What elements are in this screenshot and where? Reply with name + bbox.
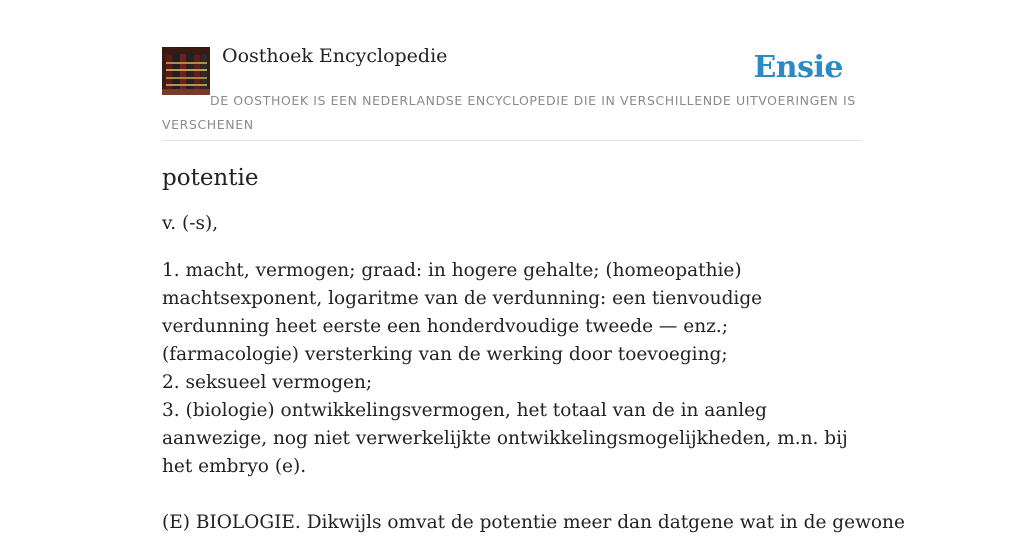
page (162, 0, 905, 533)
entry-grammar: v. (-s), (162, 213, 219, 234)
entry-content (162, 160, 905, 537)
encyclopedia-books-icon (162, 47, 210, 95)
definition-item: 1. macht, vermogen; graad: in hogere gehalte; (homeopathie) machtsexponent, logaritme van de verdunning: een tienvoudige verdunning heet eerste een honderdvoudige tweede — enz.; (farmacologie) versterking van de werking door toevoeging; (162, 260, 763, 365)
biology-paragraph: (E) BIOLOGIE. Dikwijls omvat de potentie meer dan datgene wat in de gewone (162, 512, 905, 533)
definition-item: 2. seksueel vermogen; (162, 372, 373, 393)
brand-logo[interactable]: Ensie (753, 50, 843, 85)
entry-definitions (162, 257, 862, 481)
entry-headword: potentie (162, 165, 259, 191)
site-header (162, 0, 862, 141)
site-title[interactable]: Oosthoek Encyclopedie (222, 45, 448, 67)
site-avatar[interactable] (162, 47, 210, 95)
site-tagline: DE OOSTHOEK IS EEN NEDERLANDSE ENCYCLOPEDIE DIE IN VERSCHILLENDE UITVOERINGEN IS VERSCHENEN (162, 93, 856, 132)
definition-item: 3. (biologie) ontwikkelingsvermogen, het totaal van de in aanleg aanwezige, nog niet verwerkelijkte ontwikkelingsmogelijkheden, m.n. bij het embryo (e). (162, 400, 848, 477)
